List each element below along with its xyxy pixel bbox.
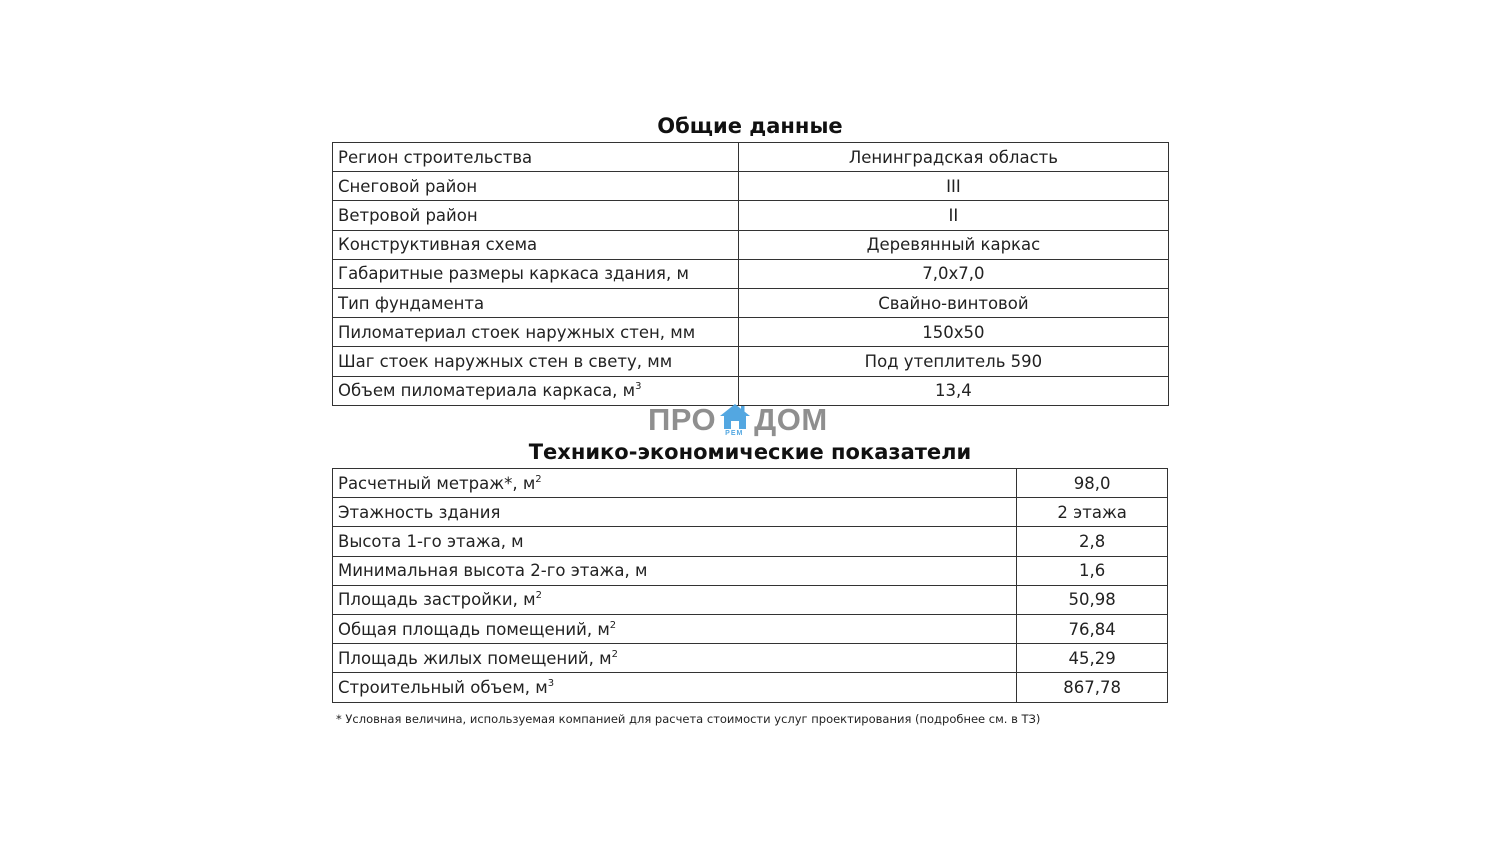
row-label: Снеговой район [333, 172, 739, 201]
row-value: II [738, 201, 1168, 230]
table-row [333, 498, 1168, 527]
table-row [333, 614, 1168, 643]
row-value: 50,98 [1017, 585, 1168, 614]
logo-text-left: ПРО [648, 402, 717, 437]
row-label: Строительный объем, $м^3$ [333, 673, 1017, 702]
row-label: Пиломатериал стоек наружных стен, мм [333, 318, 739, 347]
table-row [333, 644, 1168, 673]
table-row [333, 201, 1169, 230]
row-value: Ленинградская область [738, 143, 1168, 172]
row-label: Тип фундамента [333, 288, 739, 317]
table-row [333, 288, 1169, 317]
row-label: Габаритные размеры каркаса здания, м [333, 259, 739, 288]
row-label: Конструктивная схема [333, 230, 739, 259]
table-row [333, 143, 1169, 172]
superscript: 3 [635, 381, 642, 393]
row-label: Регион строительства [333, 143, 739, 172]
table-row [333, 673, 1168, 702]
row-value: 76,84 [1017, 614, 1168, 643]
row-label: Площадь жилых помещений, $м^2$ [333, 644, 1017, 673]
superscript: 2 [535, 590, 542, 602]
superscript: 2 [535, 473, 542, 485]
row-value: 2,8 [1017, 527, 1168, 556]
row-value: 867,78 [1017, 673, 1168, 702]
superscript: 2 [609, 619, 617, 631]
row-label: Общая площадь помещений, $м^2$ [333, 614, 1017, 643]
row-value: 13,4 [738, 376, 1168, 405]
table-row [333, 527, 1168, 556]
tech-indicators-table [332, 468, 1168, 703]
house-icon [718, 400, 752, 440]
table-row [333, 172, 1169, 201]
row-value: 7,0х7,0 [738, 259, 1168, 288]
row-label: Расчетный метраж*, $м^2$ [333, 469, 1017, 498]
row-value: 1,6 [1017, 556, 1168, 585]
general-data-title: Общие данные [657, 114, 843, 138]
table-row [333, 556, 1168, 585]
row-value: Свайно-винтовой [738, 288, 1168, 317]
table-row [333, 469, 1168, 498]
company-logo [648, 400, 828, 440]
tech-indicators-title: Технико-экономические показатели [528, 440, 972, 464]
row-value: Деревянный каркас [738, 230, 1168, 259]
row-value: 98,0 [1017, 469, 1168, 498]
row-label: Площадь застройки, $м^2$ [333, 585, 1017, 614]
row-value: III [738, 172, 1168, 201]
table-row [333, 259, 1169, 288]
superscript: 2 [611, 648, 618, 660]
superscript: 3 [547, 677, 555, 689]
footnote: * Условная величина, используемая компанией для расчета стоимости услуг проектирования (подробнее см. в ТЗ) [336, 712, 1041, 726]
row-label: Высота 1-го этажа, м [333, 527, 1017, 556]
logo-small-text: РЕМ [725, 430, 744, 437]
row-label: Ветровой район [333, 201, 739, 230]
row-label: Шаг стоек наружных стен в свету, мм [333, 347, 739, 376]
row-label: Этажность здания [333, 498, 1017, 527]
table-row [333, 230, 1169, 259]
table-row [333, 318, 1169, 347]
table-row [333, 585, 1168, 614]
row-value: Под утеплитель 590 [738, 347, 1168, 376]
row-value: 150х50 [738, 318, 1168, 347]
row-value: 2 этажа [1017, 498, 1168, 527]
table-row [333, 347, 1169, 376]
row-label: Минимальная высота 2-го этажа, м [333, 556, 1017, 585]
logo-text-right: ДОМ [754, 402, 828, 437]
row-value: 45,29 [1017, 644, 1168, 673]
general-data-table [332, 142, 1169, 406]
row-label: Объем пиломатериала каркаса, $м^3$ [333, 376, 739, 405]
